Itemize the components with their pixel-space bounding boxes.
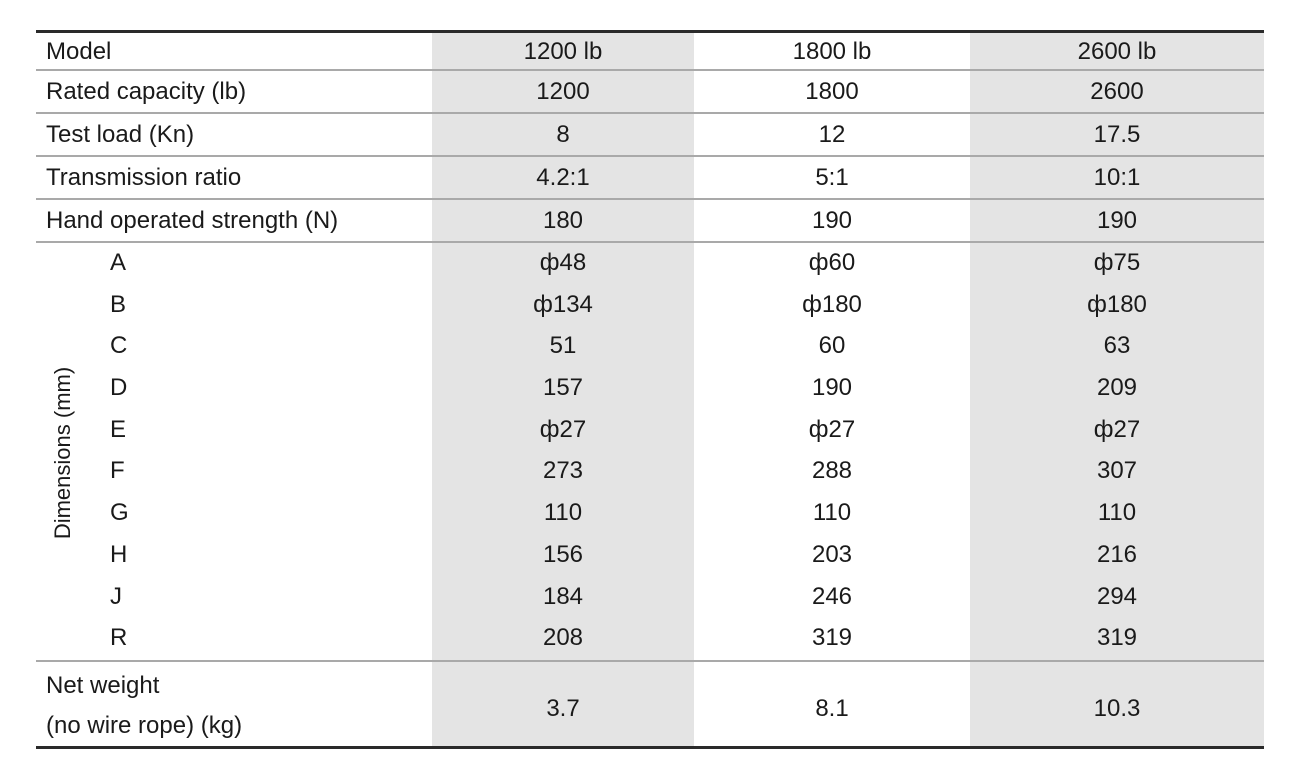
net-weight-label: Net weight — [46, 671, 160, 699]
table-cell: 5:1 — [815, 164, 849, 191]
dim-letter: R — [110, 624, 128, 652]
header-cell-2600: 2600 lb — [970, 33, 1264, 69]
dim-row-r — [36, 618, 1264, 660]
dim-row-d — [36, 368, 1264, 410]
table-cell: 17.5 — [970, 114, 1264, 155]
table-cell: 190 — [970, 200, 1264, 241]
table-cell: ф134 — [432, 285, 694, 327]
row-label: Hand operated strength (N) — [46, 207, 339, 234]
table-cell: 246 — [811, 582, 853, 610]
dim-row-c — [36, 326, 1264, 368]
table-cell: 8 — [432, 114, 694, 155]
dim-row-b — [36, 285, 1264, 327]
table-cell: ф27 — [970, 410, 1264, 452]
table-cell: ф180 — [970, 285, 1264, 327]
table-cell: 2600 — [970, 71, 1264, 112]
table-cell: ф27 — [808, 415, 856, 443]
table-cell: 273 — [432, 451, 694, 493]
table-cell: 319 — [811, 624, 853, 652]
table-cell: 1200 — [432, 71, 694, 112]
dim-letter: A — [110, 249, 127, 276]
table-cell: 156 — [432, 535, 694, 577]
dim-row-h — [36, 535, 1264, 577]
table-cell: 12 — [818, 121, 846, 148]
table-cell: ф75 — [970, 243, 1264, 285]
dim-row-j — [36, 577, 1264, 619]
table-cell: 208 — [432, 618, 694, 660]
spec-table — [36, 30, 1264, 749]
dim-letter: H — [110, 540, 128, 568]
row-label — [36, 662, 432, 746]
dim-letter: J — [110, 582, 122, 610]
dim-letter: C — [110, 332, 128, 360]
table-cell: 4.2:1 — [432, 157, 694, 198]
dim-letter: D — [110, 374, 128, 402]
table-cell: 63 — [970, 326, 1264, 368]
header-row — [36, 33, 1264, 69]
table-cell: 1800 — [805, 78, 859, 105]
table-cell: 203 — [811, 540, 853, 568]
table-cell: 3.7 — [432, 662, 694, 746]
table-bottom-rule — [36, 746, 1264, 749]
table-cell: 110 — [970, 493, 1264, 535]
table-row-rated-capacity — [36, 69, 1264, 112]
table-cell: 10.3 — [970, 662, 1264, 746]
table-cell: ф48 — [432, 243, 694, 285]
table-cell: ф60 — [808, 249, 856, 276]
dim-letter: E — [110, 415, 127, 443]
table-cell: 157 — [432, 368, 694, 410]
dim-letter: G — [110, 499, 129, 527]
dim-row-g — [36, 493, 1264, 535]
row-label: Transmission ratio — [46, 164, 242, 191]
net-weight-sublabel: (no wire rope) (kg) — [46, 711, 243, 739]
header-cell-1200: 1200 lb — [432, 33, 694, 69]
table-cell: 51 — [432, 326, 694, 368]
dimensions-block — [36, 241, 1264, 660]
table-cell: 10:1 — [970, 157, 1264, 198]
table-row-test-load — [36, 112, 1264, 155]
table-cell: 8.1 — [815, 694, 849, 722]
table-cell: 190 — [811, 207, 853, 234]
dim-letter: B — [110, 290, 127, 318]
table-cell: 110 — [812, 499, 852, 527]
dim-row-e — [36, 410, 1264, 452]
table-row-hand-strength — [36, 198, 1264, 241]
table-cell: 110 — [432, 493, 694, 535]
dim-letter: F — [110, 457, 125, 485]
table-cell: ф180 — [802, 290, 862, 318]
table-cell: ф27 — [432, 410, 694, 452]
dimensions-label: Dimensions (mm) — [50, 366, 76, 540]
table-row-net-weight — [36, 660, 1264, 746]
dim-row-a — [36, 243, 1264, 285]
table-cell: 216 — [970, 535, 1264, 577]
row-label: Test load (Kn) — [46, 121, 195, 148]
table-cell: 319 — [970, 618, 1264, 660]
table-cell: 60 — [818, 332, 846, 360]
table-cell: 294 — [970, 577, 1264, 619]
dim-row-f — [36, 451, 1264, 493]
header-cell-1800: 1800 lb — [792, 38, 872, 65]
header-cell-model: Model — [46, 38, 112, 65]
table-cell: 307 — [970, 451, 1264, 493]
table-cell: 190 — [811, 374, 853, 402]
table-cell: 184 — [432, 577, 694, 619]
row-label: Rated capacity (lb) — [46, 78, 247, 105]
table-cell: 209 — [970, 368, 1264, 410]
table-row-transmission-ratio — [36, 155, 1264, 198]
table-cell: 180 — [432, 200, 694, 241]
table-cell: 288 — [811, 457, 853, 485]
